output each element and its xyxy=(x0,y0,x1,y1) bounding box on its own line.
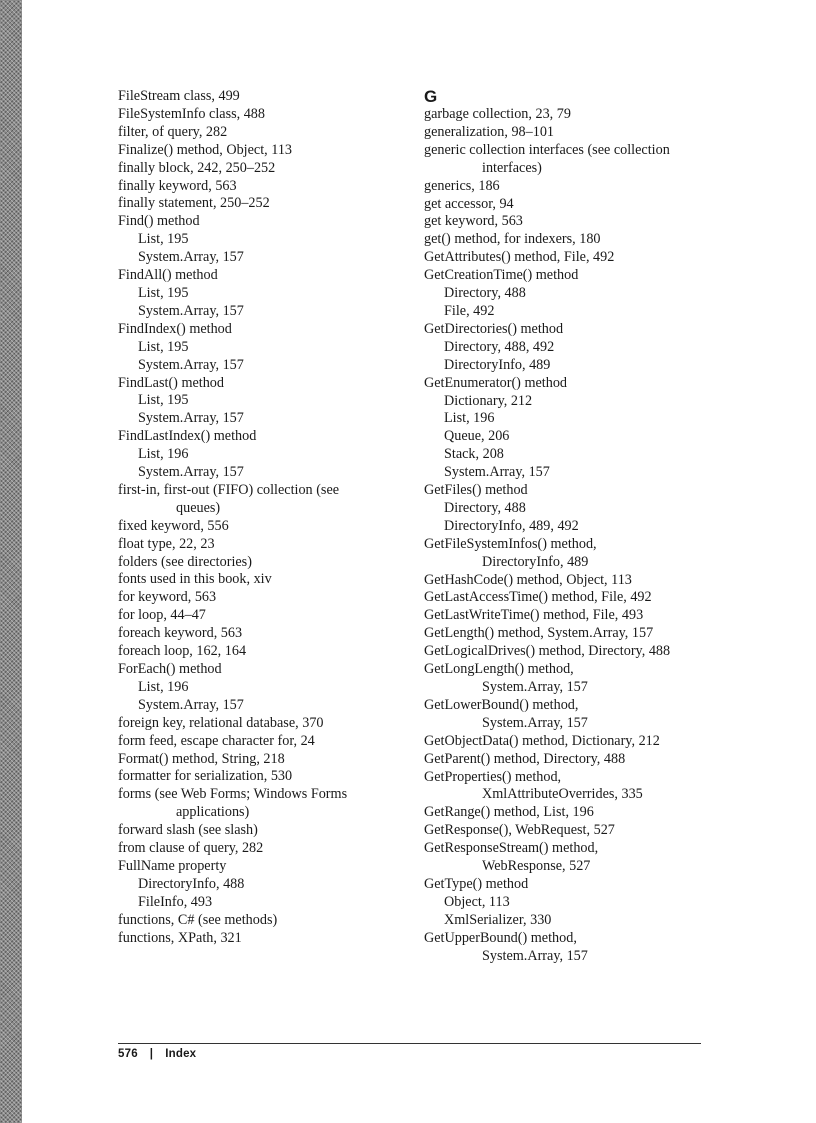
index-entry: forms (see Web Forms; Windows Forms xyxy=(118,786,348,803)
index-entry: FindLastIndex() method xyxy=(118,428,257,445)
index-entry: GetCreationTime() method xyxy=(424,267,579,284)
index-entry: FindAll() method xyxy=(118,267,218,284)
index-entry: from clause of query, 282 xyxy=(118,840,264,857)
index-entry-continuation: applications) xyxy=(176,804,250,821)
index-subentry: Directory, 488 xyxy=(444,285,526,302)
index-entry: generalization, 98–101 xyxy=(424,123,555,140)
index-subentry: List, 196 xyxy=(444,410,495,427)
index-entry: FileSystemInfo class, 488 xyxy=(118,105,265,122)
index-entry: GetEnumerator() method xyxy=(424,374,568,391)
index-subentry: System.Array, 157 xyxy=(138,464,244,481)
index-subentry: FileInfo, 493 xyxy=(138,893,213,910)
index-column-left xyxy=(118,88,408,948)
index-entry: get() method, for indexers, 180 xyxy=(424,231,601,248)
index-entry: float type, 22, 23 xyxy=(118,535,215,552)
index-entry: for loop, 44–47 xyxy=(118,607,206,624)
index-subentry: Directory, 488 xyxy=(444,499,526,516)
index-entry-continuation: XmlAttributeOverrides, 335 xyxy=(482,786,643,803)
index-entry: FullName property xyxy=(118,857,227,874)
index-entry: GetObjectData() method, Dictionary, 212 xyxy=(424,732,660,749)
index-subentry: System.Array, 157 xyxy=(138,696,244,713)
index-subentry: List, 195 xyxy=(138,231,189,248)
index-entry: foreach loop, 162, 164 xyxy=(118,643,247,660)
index-entry: GetHashCode() method, Object, 113 xyxy=(424,571,632,588)
index-entry: form feed, escape character for, 24 xyxy=(118,732,315,749)
index-entry: ForEach() method xyxy=(118,661,222,677)
index-entry: finally block, 242, 250–252 xyxy=(118,159,276,176)
index-entry: forward slash (see slash) xyxy=(118,822,258,839)
index-entry: GetAttributes() method, File, 492 xyxy=(424,249,615,266)
index-entry: GetLongLength() method, xyxy=(424,661,574,678)
book-spine-edge xyxy=(0,0,22,1123)
index-entry: Finalize() method, Object, 113 xyxy=(118,141,293,158)
page-footer xyxy=(118,1048,196,1060)
index-subentry: File, 492 xyxy=(444,302,495,319)
index-subentry: DirectoryInfo, 489 xyxy=(444,356,551,373)
index-entry: get accessor, 94 xyxy=(424,195,514,212)
index-entry: Format() method, String, 218 xyxy=(118,750,285,767)
index-entry: GetLowerBound() method, xyxy=(424,696,579,713)
index-entries-right xyxy=(424,106,714,966)
index-entry: GetLength() method, System.Array, 157 xyxy=(424,625,654,642)
index-entry: GetFileSystemInfos() method, xyxy=(424,535,597,552)
index-subentry: List, 195 xyxy=(138,284,189,301)
index-entry: fonts used in this book, xiv xyxy=(118,571,272,588)
index-entry: GetProperties() method, xyxy=(424,768,562,785)
index-entry-continuation: System.Array, 157 xyxy=(482,714,588,731)
index-entry-continuation: System.Array, 157 xyxy=(482,947,588,964)
index-subentry: XmlSerializer, 330 xyxy=(444,911,552,928)
index-entry: FindLast() method xyxy=(118,374,224,391)
index-entry-continuation: System.Array, 157 xyxy=(482,679,588,695)
index-entry: GetLogicalDrives() method, Directory, 488 xyxy=(424,643,671,660)
index-entry: GetUpperBound() method, xyxy=(424,929,577,946)
index-subentry: Directory, 488, 492 xyxy=(444,338,555,355)
index-subentry: List, 195 xyxy=(138,392,189,409)
index-entry: filter, of query, 282 xyxy=(118,123,228,140)
page-number: 576 xyxy=(118,1048,138,1060)
index-subentry: System.Array, 157 xyxy=(138,410,244,427)
index-subentry: System.Array, 157 xyxy=(138,249,244,266)
index-entry: GetResponse(), WebRequest, 527 xyxy=(424,822,615,839)
index-entry: functions, C# (see methods) xyxy=(118,911,278,928)
index-entry-continuation: interfaces) xyxy=(482,159,542,176)
index-entry: generic collection interfaces (see collection xyxy=(424,141,670,158)
footer-rule xyxy=(118,1043,701,1044)
index-entry: finally statement, 250–252 xyxy=(118,195,270,212)
index-entry: GetParent() method, Directory, 488 xyxy=(424,750,626,767)
index-entry: GetDirectories() method xyxy=(424,320,564,337)
index-entry: folders (see directories) xyxy=(118,553,252,570)
index-entry: GetLastAccessTime() method, File, 492 xyxy=(424,589,652,606)
index-subentry: Queue, 206 xyxy=(444,428,510,445)
index-subentry: System.Array, 157 xyxy=(138,356,244,373)
index-entry: GetFiles() method xyxy=(424,482,528,499)
index-column-right xyxy=(424,88,714,966)
index-entry: Find() method xyxy=(118,213,200,230)
index-subentry: List, 196 xyxy=(138,446,189,463)
index-entry: garbage collection, 23, 79 xyxy=(424,106,571,122)
index-subentry: DirectoryInfo, 489, 492 xyxy=(444,517,579,534)
index-subentry: Object, 113 xyxy=(444,893,510,910)
index-entry: FindIndex() method xyxy=(118,320,232,337)
index-entry: fixed keyword, 556 xyxy=(118,517,229,534)
index-subentry: List, 196 xyxy=(138,678,189,695)
index-subentry: Dictionary, 212 xyxy=(444,392,533,409)
index-entry: get keyword, 563 xyxy=(424,213,523,230)
index-entry: GetResponseStream() method, xyxy=(424,840,599,857)
footer-section-title: Index xyxy=(165,1048,197,1060)
section-letter-heading: G xyxy=(424,87,438,106)
index-entry: GetLastWriteTime() method, File, 493 xyxy=(424,607,644,624)
index-subentry: DirectoryInfo, 488 xyxy=(138,875,245,892)
index-entry: foreign key, relational database, 370 xyxy=(118,714,324,731)
index-subentry: Stack, 208 xyxy=(444,446,504,463)
index-entry: FileStream class, 499 xyxy=(118,88,240,104)
index-entry: for keyword, 563 xyxy=(118,589,217,606)
footer-separator: | xyxy=(149,1048,154,1060)
index-entry: formatter for serialization, 530 xyxy=(118,768,293,785)
index-entry: GetType() method xyxy=(424,875,529,892)
index-entry: generics, 186 xyxy=(424,177,500,194)
index-subentry: System.Array, 157 xyxy=(138,302,244,319)
index-subentry: System.Array, 157 xyxy=(444,464,550,481)
index-entry-continuation: WebResponse, 527 xyxy=(482,858,591,875)
index-entry: finally keyword, 563 xyxy=(118,177,237,194)
index-subentry: List, 195 xyxy=(138,338,189,355)
index-entry: foreach keyword, 563 xyxy=(118,625,243,642)
index-entry-continuation: queues) xyxy=(176,499,221,516)
index-entry-continuation: DirectoryInfo, 489 xyxy=(482,553,589,570)
index-entry: functions, XPath, 321 xyxy=(118,929,242,946)
index-entry: first-in, first-out (FIFO) collection (see xyxy=(118,481,340,498)
index-entry: GetRange() method, List, 196 xyxy=(424,804,594,821)
